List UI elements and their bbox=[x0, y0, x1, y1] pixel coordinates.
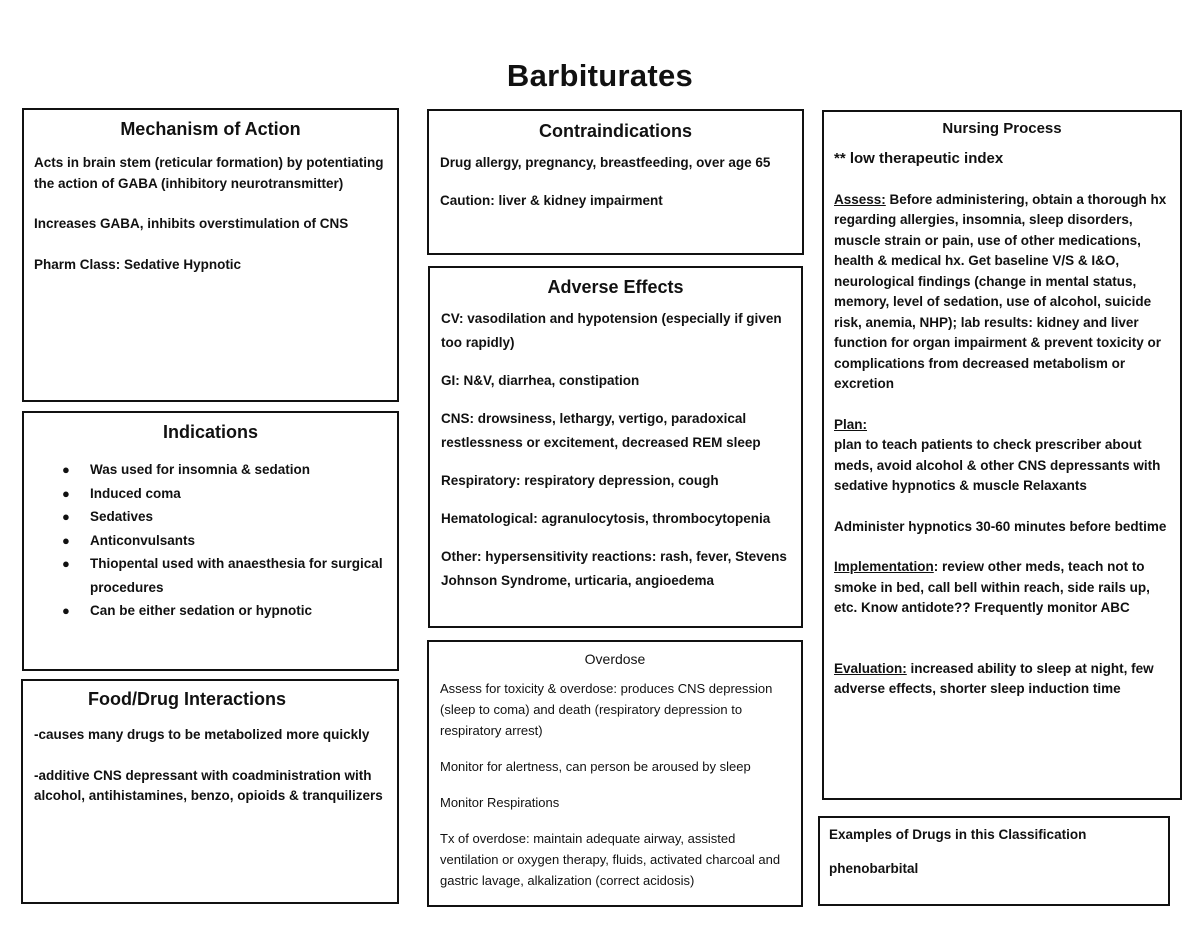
adverse-effect-item: CNS: drowsiness, lethargy, vertigo, paradoxical restlessness or excitement, decreased REM sleep bbox=[441, 411, 761, 450]
bullet-icon: ● bbox=[62, 603, 70, 618]
interaction-item: -causes many drugs to be metabolized more quickly bbox=[34, 727, 370, 742]
contraindications-text: Drug allergy, pregnancy, breastfeeding, over age 65 bbox=[440, 155, 771, 170]
adverse-effect-item: Other: hypersensitivity reactions: rash, fever, Stevens Johnson Syndrome, urticaria, angioedema bbox=[441, 549, 787, 588]
bullet-icon: ● bbox=[62, 532, 70, 548]
pharm-class-text: Pharm Class: Sedative Hypnotic bbox=[34, 256, 242, 272]
examples-of-drugs-box bbox=[818, 816, 1170, 906]
indication-item: ● Sedatives bbox=[24, 505, 385, 529]
plan-section bbox=[834, 415, 1170, 497]
interaction-item: -additive CNS depressant with coadministration with alcohol, antihistamines, benzo, opioids & tranquilizers bbox=[34, 767, 383, 803]
overdose-box bbox=[427, 640, 803, 907]
overdose-paragraph: Tx of overdose: maintain adequate airway, assisted ventilation or oxygen therapy, fluids, activated charcoal and gastric lavage, alkalization (correct acidosis) bbox=[440, 831, 781, 888]
implementation-label: Implementation bbox=[834, 559, 934, 574]
adverse-effects-box bbox=[428, 266, 803, 628]
overdose-title: Overdose bbox=[584, 651, 646, 667]
indications-box bbox=[22, 411, 399, 671]
nursing-process-title: Nursing Process bbox=[942, 120, 1062, 137]
mechanism-paragraph: Increases GABA, inhibits overstimulation of CNS bbox=[34, 216, 349, 231]
indication-item: ● Can be either sedation or hypnotic bbox=[24, 599, 385, 623]
bullet-icon: ● bbox=[62, 509, 70, 524]
administer-text: Administer hypnotics 30-60 minutes before bedtime bbox=[834, 518, 1167, 534]
adverse-effect-item: CV: vasodilation and hypotension (especially if given too rapidly) bbox=[441, 311, 782, 350]
indication-item: ● Anticonvulsants bbox=[24, 529, 385, 553]
evaluation-section bbox=[834, 659, 1170, 700]
adverse-effect-item: GI: N&V, diarrhea, constipation bbox=[441, 373, 640, 388]
implementation-text: : review other meds, teach not to smoke in bed, call bell within reach, side rails up, etc. Know antidote?? Frequently monitor ABC bbox=[834, 559, 1150, 615]
low-therapeutic-index-note: ** low therapeutic index bbox=[834, 150, 1004, 167]
adverse-effect-item: Hematological: agranulocytosis, thrombocytopenia bbox=[441, 511, 771, 526]
overdose-paragraph: Monitor for alertness, can person be aroused by sleep bbox=[440, 759, 751, 774]
mechanism-title: Mechanism of Action bbox=[120, 119, 301, 139]
assess-label: Assess: bbox=[834, 191, 886, 207]
contraindications-box bbox=[427, 109, 804, 255]
evaluation-label: Evaluation: bbox=[834, 660, 907, 676]
indication-item: ● Thiopental used with anaesthesia for surgical procedures bbox=[24, 552, 385, 599]
plan-label: Plan: bbox=[834, 416, 868, 432]
food-drug-interactions-title: Food/Drug Interactions bbox=[88, 689, 286, 709]
adverse-effect-item: Respiratory: respiratory depression, cough bbox=[441, 473, 719, 488]
bullet-icon: ● bbox=[62, 556, 70, 571]
bullet-icon: ● bbox=[62, 462, 70, 477]
examples-title: Examples of Drugs in this Classification bbox=[829, 827, 1087, 842]
plan-text: plan to teach patients to check prescriber about meds, avoid alcohol & other CNS depressants with sedative hypnotics & muscle Relaxants bbox=[834, 437, 1161, 493]
nursing-process-box bbox=[822, 110, 1182, 800]
food-drug-interactions-box bbox=[21, 679, 399, 904]
adverse-effects-title: Adverse Effects bbox=[547, 277, 684, 297]
evaluation-text: increased ability to sleep at night, few adverse effects, shorter sleep induction time bbox=[834, 660, 1154, 696]
assess-section bbox=[834, 190, 1170, 395]
indication-item: ● Induced coma bbox=[24, 482, 385, 506]
contraindications-title: Contraindications bbox=[538, 121, 692, 141]
assess-text: Before administering, obtain a thorough hx regarding allergies, insomnia, sleep disorders, muscle strain or pain, use of other medications, health & medical hx. Get baseline V/S & I&O, neurological findings (change in mental status, memory, level of sedation, use of alcohol, suicide risk, anemia, NHP); lab results: kidney and liver function for organ impairment & prevent toxicity or complications from decreased metabolism or excretion bbox=[834, 191, 1167, 391]
overdose-paragraph: Monitor Respirations bbox=[440, 795, 560, 810]
indication-item: ● Was used for insomnia & sedation bbox=[24, 458, 385, 482]
overdose-paragraph: Assess for toxicity & overdose: produces CNS depression (sleep to coma) and death (respiratory depression to respiratory arrest) bbox=[440, 681, 773, 738]
implementation-section bbox=[834, 557, 1170, 619]
indications-title: Indications bbox=[162, 422, 258, 442]
example-drug-name: phenobarbital bbox=[829, 861, 919, 876]
mechanism-of-action-box bbox=[22, 108, 399, 402]
page-title: Barbiturates bbox=[506, 58, 694, 93]
mechanism-paragraph: Acts in brain stem (reticular formation) by potentiating the action of GABA (inhibitory neurotransmitter) bbox=[34, 155, 384, 191]
bullet-icon: ● bbox=[62, 485, 70, 501]
caution-text: Caution: liver & kidney impairment bbox=[440, 192, 663, 208]
